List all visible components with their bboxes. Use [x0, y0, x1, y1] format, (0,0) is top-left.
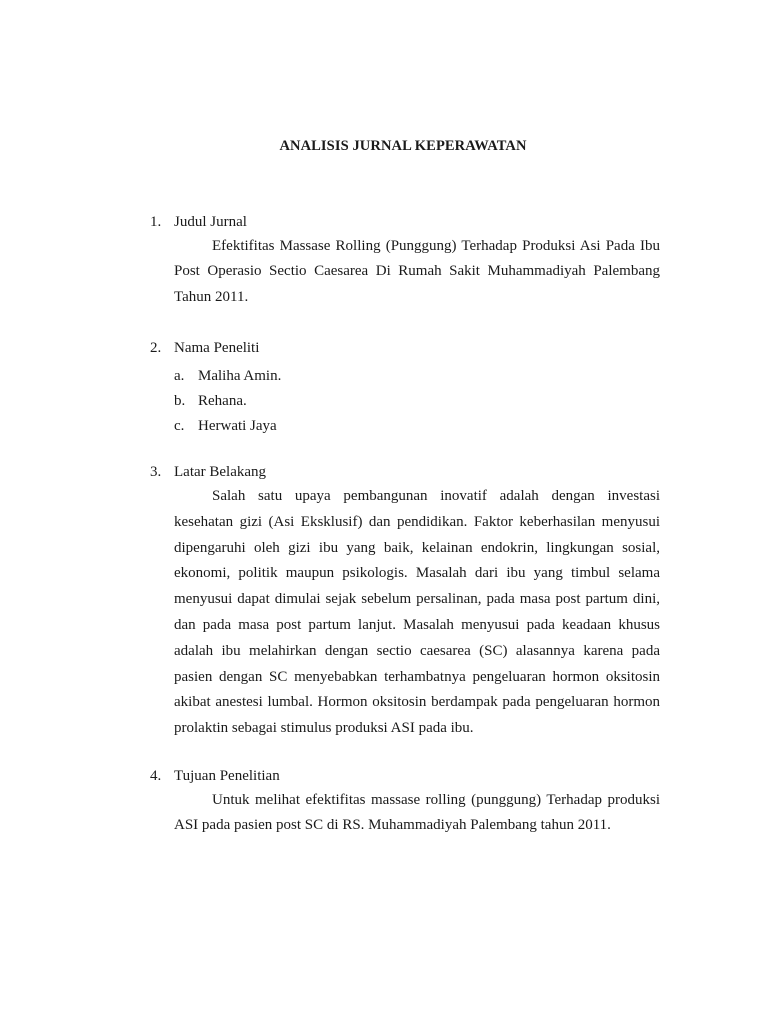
document-title: ANALISIS JURNAL KEPERAWATAN	[279, 138, 527, 154]
list-item-text: Herwati Jaya	[198, 418, 277, 434]
section-number: 1.	[150, 214, 162, 230]
list-item	[174, 414, 660, 439]
section-paragraph: Untuk melihat efektifitas massase rolling (punggung) Terhadap produksi ASI pada pasien post SC di RS. Muhammadiyah Palembang tahun 2011.	[174, 792, 660, 834]
list-item-letter: a.	[174, 368, 185, 384]
section-heading	[150, 766, 660, 786]
section-paragraph: Efektifitas Massase Rolling (Punggung) Terhadap Produksi Asi Pada Ibu Post Operasio Sectio Caesarea Di Rumah Sakit Muhammadiyah Palembang Tahun 2011.	[174, 238, 660, 305]
list-item-text: Rehana.	[198, 393, 247, 409]
section-number: 2.	[150, 340, 162, 356]
section-heading	[150, 338, 660, 358]
section-nama-peneliti	[150, 338, 660, 439]
section-heading-text: Nama Peneliti	[174, 340, 260, 356]
section-number: 4.	[150, 768, 162, 784]
section-heading	[150, 212, 660, 232]
list-item	[174, 389, 660, 414]
section-judul-jurnal	[150, 212, 660, 310]
researcher-list	[174, 364, 660, 439]
list-item-letter: b.	[174, 393, 186, 409]
list-item	[174, 364, 660, 389]
list-item-text: Maliha Amin.	[198, 368, 282, 384]
section-number: 3.	[150, 464, 162, 480]
section-latar-belakang	[150, 462, 660, 742]
section-heading-text: Judul Jurnal	[174, 214, 247, 230]
section-tujuan-penelitian	[150, 766, 660, 839]
section-heading-text: Tujuan Penelitian	[174, 768, 280, 784]
section-paragraph: Salah satu upaya pembangunan inovatif adalah dengan investasi kesehatan gizi (Asi Eksklusif) dan pendidikan. Faktor keberhasilan menyusui dipengaruhi oleh gizi ibu yang baik, kelainan endokrin, lingkungan sosial, ekonomi, politik maupun psikologis. Masalah dari ibu yang timbul selama menyusui dapat dimulai sejak sebelum persalinan, pada masa post partum dini, dan pada masa post partum lanjut. Masalah menyusui pada keadaan khusus adalah ibu melahirkan dengan sectio caesarea (SC) alasannya karena pada pasien dengan SC menyebabkan terhambatnya pengeluaran hormon oksitosin akibat anestesi lumbal. Hormon oksitosin berdampak pada pengeluaran hormon prolaktin sebagai stimulus produksi ASI pada ibu.	[174, 488, 660, 737]
section-heading-text: Latar Belakang	[174, 464, 267, 480]
section-heading	[150, 462, 660, 482]
list-item-letter: c.	[174, 418, 185, 434]
